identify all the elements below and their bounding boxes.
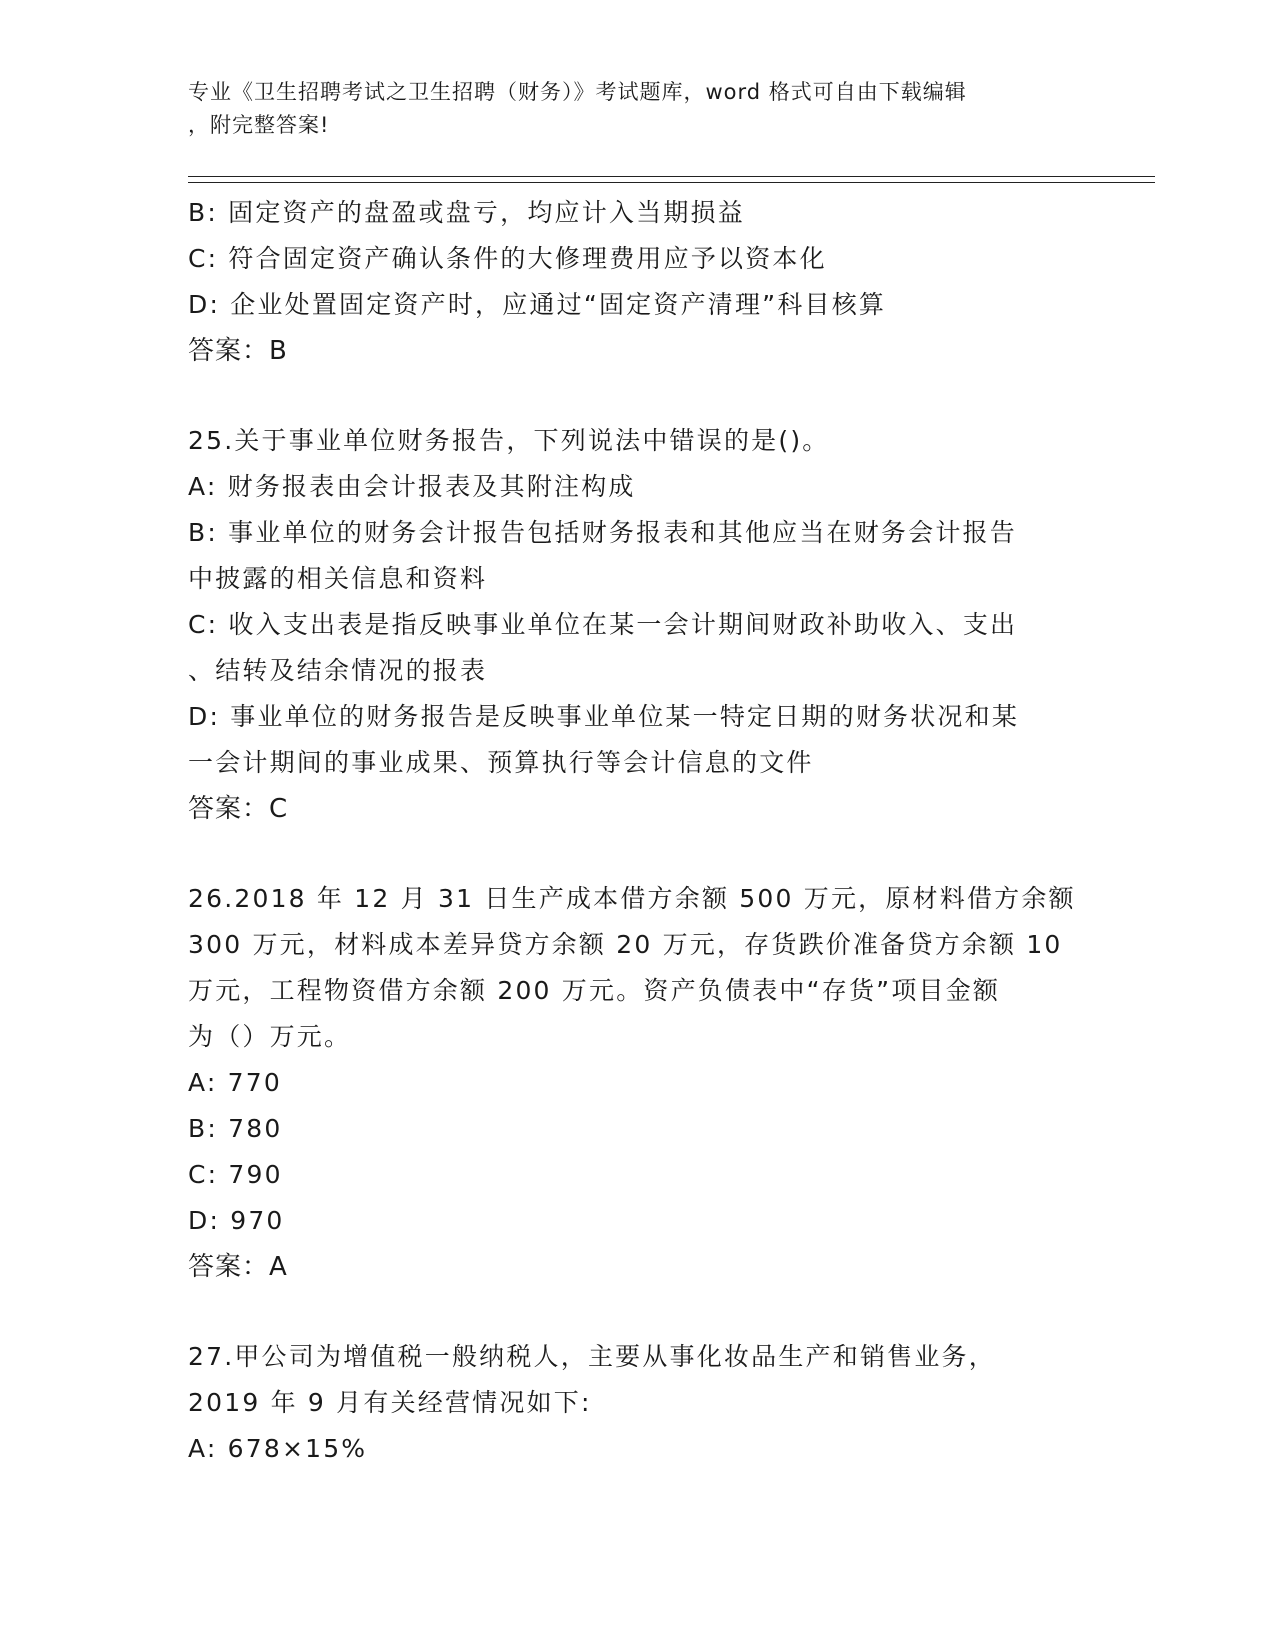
answer: 答案：B (188, 336, 288, 366)
option-c: C: 符合固定资产确认条件的大修理费用应予以资本化 (188, 244, 827, 273)
option-d-line-2: 一会计期间的事业成果、预算执行等会计信息的文件 (188, 748, 814, 777)
option-d: D: 970 (188, 1206, 285, 1235)
question-25 (188, 418, 1088, 832)
question-24-tail (188, 190, 1088, 374)
answer: 答案：C (188, 794, 289, 824)
question-27 (188, 1334, 1088, 1472)
option-d: D: 企业处置固定资产时，应通过“固定资产清理”科目核算 (188, 290, 887, 319)
question-stem-line-3: 万元，工程物资借方余额 200 万元。资产负债表中“存货”项目金额 (188, 976, 1001, 1005)
header-double-rule (188, 176, 1155, 183)
option-c-line-1: C: 收入支出表是指反映事业单位在某一会计期间财政补助收入、支出 (188, 610, 1018, 639)
spacer (188, 374, 1088, 418)
question-stem-line-1: 26.2018 年 12 月 31 日生产成本借方余额 500 万元，原材料借方余额 (188, 884, 1076, 913)
option-c: C: 790 (188, 1160, 283, 1189)
option-b-line-1: B: 事业单位的财务会计报告包括财务报表和其他应当在财务会计报告 (188, 518, 1017, 547)
option-a: A: 770 (188, 1068, 282, 1097)
document-body (188, 190, 1088, 1472)
option-b: B: 固定资产的盘盈或盘亏，均应计入当期损益 (188, 198, 745, 227)
option-d-line-1: D: 事业单位的财务报告是反映事业单位某一特定日期的财务状况和某 (188, 702, 1020, 731)
header-line-1: 专业《卫生招聘考试之卫生招聘（财务）》考试题库，word 格式可自由下载编辑 (188, 80, 967, 104)
question-stem-line-2: 2019 年 9 月有关经营情况如下: (188, 1388, 592, 1417)
answer: 答案：A (188, 1252, 288, 1282)
question-stem-line-1: 27.甲公司为增值税一般纳税人，主要从事化妆品生产和销售业务， (188, 1342, 996, 1371)
spacer (188, 832, 1088, 876)
question-26 (188, 876, 1088, 1290)
spacer (188, 1290, 1088, 1334)
option-b: B: 780 (188, 1114, 283, 1143)
header-line-2: ，附完整答案! (188, 113, 330, 137)
option-c-line-2: 、结转及结余情况的报表 (188, 656, 488, 685)
option-a: A: 财务报表由会计报表及其附注构成 (188, 472, 636, 501)
question-stem-line-4: 为（）万元。 (188, 1022, 352, 1051)
document-header (188, 76, 1088, 142)
question-stem: 25.关于事业单位财务报告，下列说法中错误的是()。 (188, 426, 830, 455)
question-stem-line-2: 300 万元，材料成本差异贷方余额 20 万元，存货跌价准备贷方余额 10 (188, 930, 1063, 959)
option-b-line-2: 中披露的相关信息和资料 (188, 564, 488, 593)
option-a: A: 678×15% (188, 1434, 368, 1463)
